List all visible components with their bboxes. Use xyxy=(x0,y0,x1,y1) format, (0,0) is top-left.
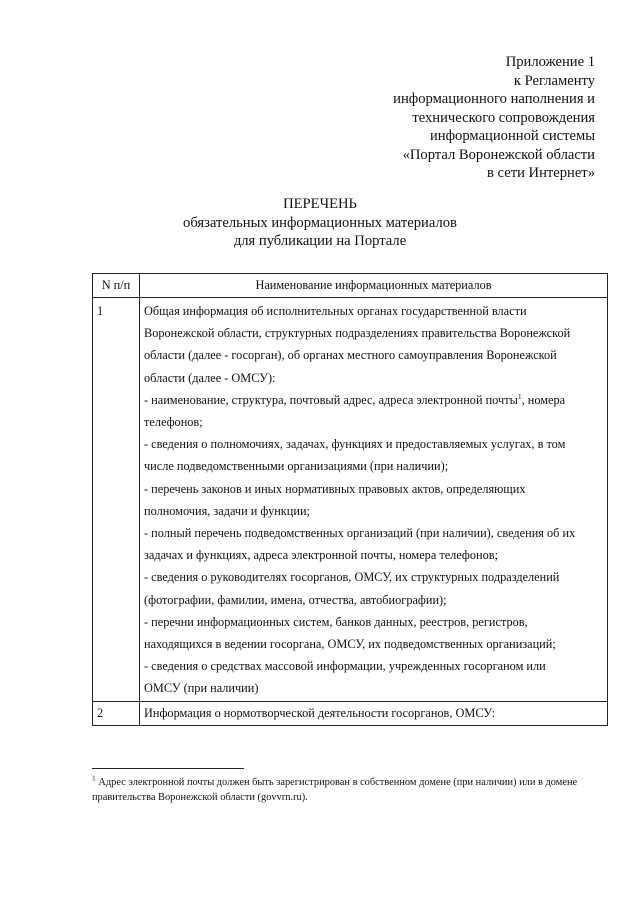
row-line: (фотографии, фамилии, имена, отчества, автобиографии); xyxy=(144,592,447,607)
row-line: Информация о нормотворческой деятельности госорганов, ОМСУ: xyxy=(144,705,496,720)
table-header-row xyxy=(93,274,608,298)
row-line: области (далее - ОМСУ): xyxy=(144,370,276,385)
appendix-line: к Регламенту xyxy=(513,72,595,89)
row-line: - сведения о средствах массовой информации, учрежденных госорганом или xyxy=(144,659,546,674)
footnote-mark[interactable]: 1 xyxy=(517,391,522,401)
row-line: находящихся в ведении госоргана, ОМСУ, их подведомственных организаций; xyxy=(144,637,556,652)
table-row xyxy=(93,701,608,725)
appendix-line: информационного наполнения и xyxy=(393,91,595,107)
row-line: - перечни информационных систем, банков данных, реестров, регистров, xyxy=(144,614,528,629)
appendix-line: информационной системы xyxy=(429,128,595,144)
row-line: - сведения о полномочиях, задачах, функциях и предоставляемых услугах, в том xyxy=(144,437,566,452)
row-number: 2 xyxy=(93,701,140,725)
row-line-with-footnote xyxy=(144,389,603,411)
header-number: N п/п xyxy=(93,274,140,298)
row-line: - перечень законов и иных нормативных правовых актов, определяющих xyxy=(144,481,526,496)
row-line: - сведения о руководителях госорганов, ОМСУ, их структурных подразделений xyxy=(144,570,560,585)
row-line: ОМСУ (при наличии) xyxy=(144,681,259,696)
row-content xyxy=(140,701,608,725)
appendix-line: в сети Интернет» xyxy=(487,165,595,181)
row-line: области (далее - госорган), об органах местного самоуправления Воронежской xyxy=(144,348,557,363)
row-line: задачах и функциях, адреса электронной почты, номера телефонов; xyxy=(144,548,498,563)
row-line: - наименование, структура, почтовый адрес, адреса электронной почты xyxy=(144,392,518,407)
document-title: ПЕРЕЧЕНЬ xyxy=(283,196,357,212)
row-line: числе подведомственными организациями (при наличии); xyxy=(144,459,449,474)
row-line: - полный перечень подведомственных организаций (при наличии), сведения об их xyxy=(144,526,576,541)
appendix-block xyxy=(265,53,595,183)
header-name: Наименование информационных материалов xyxy=(140,274,608,298)
footnote-text: Адрес электронной почты должен быть зарегистрирован в собственном домене (при наличии) или в домене xyxy=(98,777,578,788)
row-number: 1 xyxy=(93,298,140,702)
row-line-tail: , номера xyxy=(521,392,566,407)
document-subtitle-line: для публикации на Портале xyxy=(233,233,407,249)
footnote-line: правительства Воронежской области (govvrn.ru). xyxy=(92,792,308,803)
document-subtitle-line: обязательных информационных материалов xyxy=(183,214,457,231)
footnote-mark: 1 xyxy=(92,773,96,783)
row-line: Общая информация об исполнительных органах государственной власти xyxy=(144,304,527,318)
footnote xyxy=(92,775,608,805)
row-line: телефонов; xyxy=(144,415,203,430)
appendix-line: Приложение 1 xyxy=(505,54,595,70)
document-heading xyxy=(0,195,640,251)
appendix-line: «Портал Воронежской области xyxy=(402,146,595,163)
materials-table xyxy=(92,273,608,726)
footnote-divider xyxy=(92,768,244,769)
table-row xyxy=(93,298,608,702)
row-line: Воронежской области, структурных подразделениях правительства Воронежской xyxy=(144,326,571,341)
row-content xyxy=(140,298,608,702)
footnote-line xyxy=(92,775,608,790)
appendix-line: технического сопровождения xyxy=(412,109,595,126)
row-line: полномочия, задачи и функции; xyxy=(144,503,310,518)
